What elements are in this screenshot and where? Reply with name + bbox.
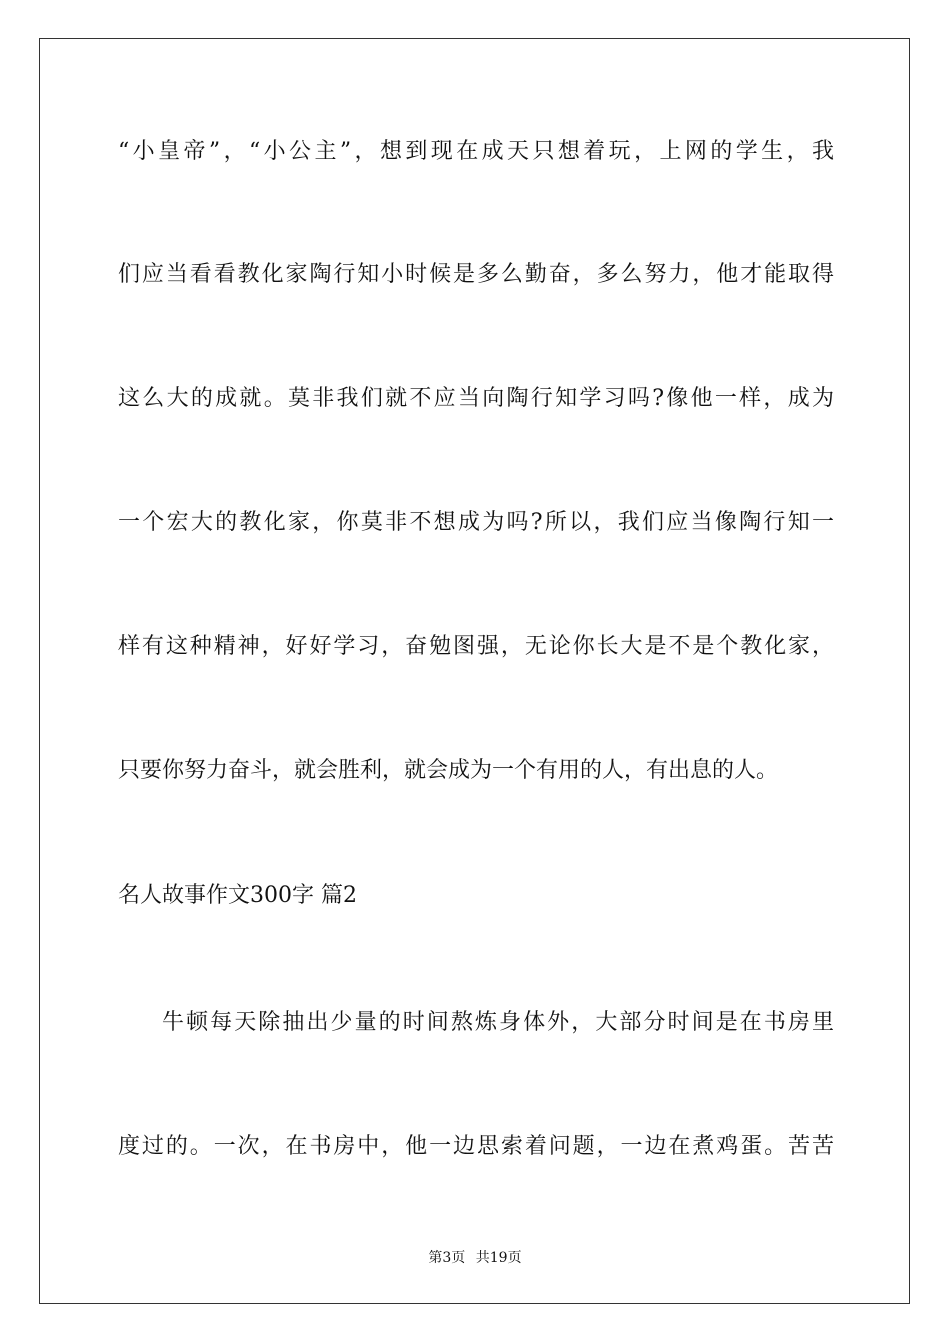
- body-text-line: “小皇帝”，“小公主”，想到现在成天只想着玩，上网的学生，我: [118, 139, 834, 164]
- page-border: [39, 38, 910, 1304]
- page-number-current: 第3页: [428, 1250, 466, 1266]
- body-text-line: 只要你努力奋斗，就会胜利，就会成为一个有用的人，有出息的人。: [118, 758, 779, 783]
- body-text-line: 牛顿每天除抽出少量的时间熬炼身体外，大部分时间是在书房里: [162, 1010, 834, 1035]
- body-text-line: 们应当看看教化家陶行知小时候是多么勤奋，多么努力，他才能取得: [118, 262, 834, 287]
- body-text-line: 样有这种精神，好好学习，奋勉图强，无论你长大是不是个教化家，: [118, 634, 834, 659]
- page-number-total: 共19页: [475, 1250, 522, 1266]
- body-text-line: 一个宏大的教化家，你莫非不想成为吗?所以，我们应当像陶行知一: [118, 510, 834, 535]
- body-text-line: 度过的。一次，在书房中，他一边思索着问题，一边在煮鸡蛋。苦苦: [118, 1134, 834, 1159]
- page-footer: [0, 1248, 950, 1268]
- section-heading: 名人故事作文300字 篇2: [118, 883, 357, 908]
- body-text-line: 这么大的成就。莫非我们就不应当向陶行知学习吗?像他一样，成为: [118, 386, 834, 411]
